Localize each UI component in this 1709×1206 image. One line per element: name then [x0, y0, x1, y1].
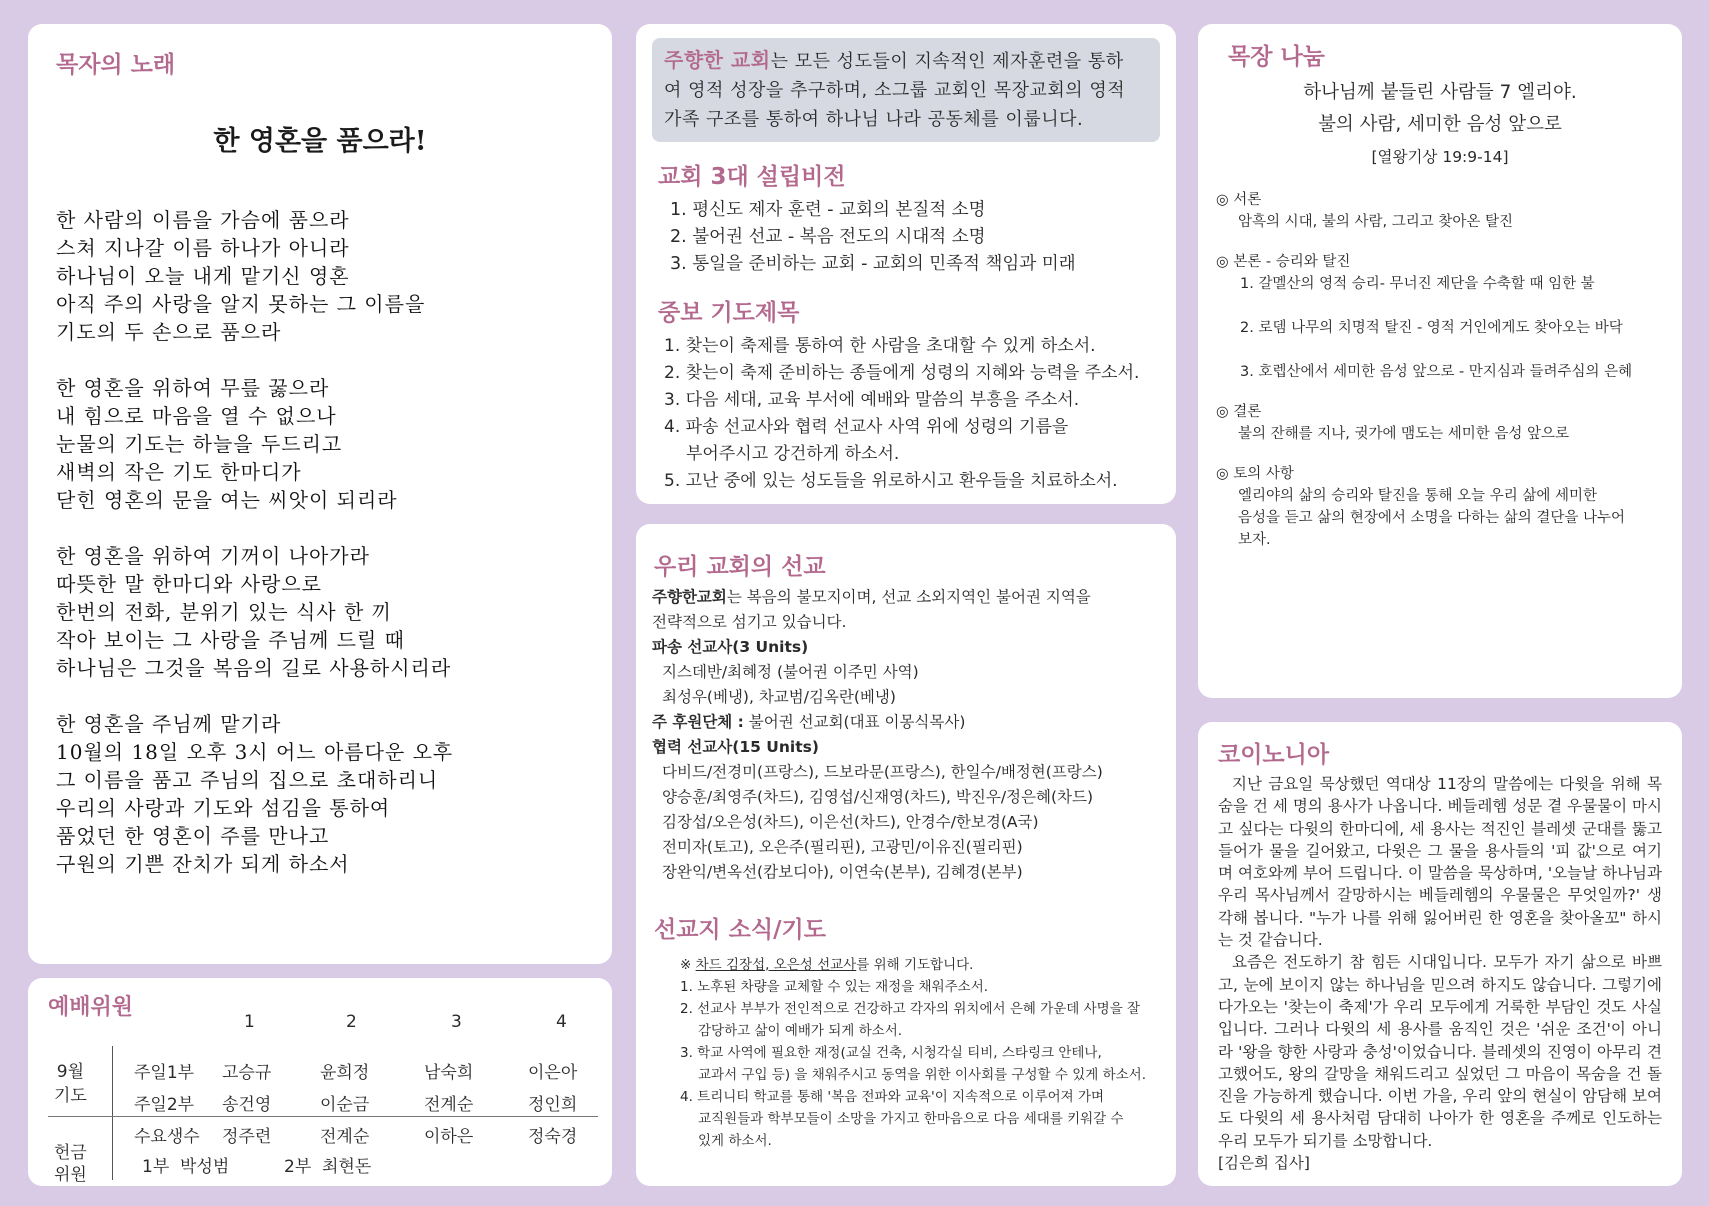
list-item: 감당하고 삶이 예배가 되게 하소서. — [698, 1023, 903, 1039]
committee-panel — [28, 978, 612, 1186]
poem-line: 한 사람의 이름을 가슴에 품으라 — [56, 208, 350, 232]
committee-col-2: 2 — [346, 1012, 357, 1032]
table-cell: 전계순 — [424, 1095, 474, 1115]
table-cell: 이순금 — [320, 1095, 370, 1115]
church-name: 주향한 교회 — [664, 48, 771, 72]
table-cell: 송건영 — [222, 1095, 272, 1115]
divider — [48, 1116, 598, 1117]
poem-title: 한 영혼을 품으라! — [213, 126, 427, 157]
poem-line: 품었던 한 영혼이 주를 만나고 — [56, 824, 330, 848]
list-item: 지스데반/최혜정 (불어권 이주민 사역) — [662, 663, 919, 681]
koinonia-panel — [1198, 722, 1682, 1186]
row-label: 주일2부 — [134, 1095, 195, 1115]
poem-line: 하나님은 그것을 복음의 길로 사용하시리라 — [56, 656, 452, 680]
vision-panel — [636, 24, 1176, 504]
poem-line: 눈물의 기도는 하늘을 두드리고 — [56, 432, 343, 456]
news-list: ※ 차드 김장섭, 오은성 선교사를 위해 기도합니다. 1. 노후된 차량을 교체할 수 있는 재정을 채워주소서. 2. 선교사 부부가 전인적으로 건강하고 각자의 위치에서 은혜 가운데 사명을 잘 감당하고 삶이 예배가 되게 하소서. 3. 학교 사역에 필요한 재정(교실 건축, 시청각실 티비, 스타링크 안테나, 교과서 구입 등) 을 채워주시고 동역을 위한 이사회를 구성할 수 있게 하소서. 4. 트리니티 학교를 통해 '복음 전파와 교육'이 지속적으로 이루어져 가며 교직원들과 학부모들이 소망을 가지고 한마음으로 다음 세대를 키워갈 수 있게 하소서. — [652, 954, 1160, 1152]
list-item: 5. 고난 중에 있는 성도들을 위로하시고 환우들을 치료하소서. — [664, 471, 1118, 491]
poem-line: 내 힘으로 마음을 열 수 없으나 — [56, 404, 337, 428]
poem-line: 아직 주의 사랑을 알지 못하는 그 이름을 — [56, 292, 426, 316]
support-label: 주 후원단체 : — [652, 713, 744, 731]
poem-line: 구원의 기쁜 잔치가 되게 하소서 — [56, 852, 350, 876]
list-item: 다비드/전경미(프랑스), 드보라문(프랑스), 한일수/배정현(프랑스) — [662, 763, 1103, 781]
month-label: 9월 기도 — [54, 1062, 87, 1106]
list-item: 2. 로뎀 나무의 치명적 탈진 - 영적 거인에게도 찾아오는 바닥 — [1240, 320, 1623, 336]
sermon-heading: 목장 나눔 — [1228, 44, 1325, 70]
list-item: 전미자(토고), 오은주(필리핀), 고광민/이유진(필리핀) — [662, 838, 1023, 856]
section-label: ◎ 결론 — [1216, 404, 1262, 420]
offering-1: 1부 박성범 — [142, 1157, 230, 1177]
list-item: 4. 트리니티 학교를 통해 '복음 전파와 교육'이 지속적으로 이루어져 가며 — [680, 1089, 1105, 1105]
partner-label: 협력 선교사(15 Units) — [652, 738, 819, 756]
poem-line: 한 영혼을 주님께 맡기라 — [56, 712, 282, 736]
mission-panel — [636, 524, 1176, 1186]
list-item: 2. 찾는이 축제 준비하는 종들에게 성령의 지혜와 능력을 주소서. — [664, 363, 1140, 383]
poem-stanza — [56, 542, 584, 682]
list-item: 장완익/변옥선(캄보디아), 이연숙(본부), 김혜경(본부) — [662, 863, 1023, 881]
section-label: ◎ 토의 사항 — [1216, 466, 1294, 482]
committee-col-1: 1 — [244, 1012, 255, 1032]
list-item: 3. 다음 세대, 교육 부서에 예배와 말씀의 부흥을 주소서. — [664, 390, 1080, 410]
table-cell: 고승규 — [222, 1063, 272, 1083]
poem-line: 한번의 전화, 분위기 있는 식사 한 끼 — [56, 600, 392, 624]
poem-body — [56, 206, 584, 878]
list-item: 최성우(베냉), 차교범/김옥란(베냉) — [662, 688, 896, 706]
list-item: 3. 학교 사역에 필요한 재정(교실 건축, 시청각실 티비, 스타링크 안테나, — [680, 1045, 1102, 1061]
list-item: 교직원들과 학부모들이 소망을 가지고 한마음으로 다음 세대를 키워갈 수 — [698, 1111, 1124, 1127]
poem-line: 새벽의 작은 기도 한마디가 — [56, 460, 302, 484]
list-item: 2. 불어권 선교 - 복음 전도의 시대적 소명 — [670, 227, 986, 247]
poem-heading: 목자의 노래 — [56, 52, 176, 78]
poem-line: 하나님이 오늘 내게 맡기신 영혼 — [56, 264, 350, 288]
committee-heading: 예배위원 — [48, 995, 134, 1020]
poem-stanza — [56, 710, 584, 878]
mission-heading: 우리 교회의 선교 — [654, 554, 826, 580]
vision-heading: 교회 3대 설립비전 — [658, 164, 846, 190]
list-item: 4. 파송 선교사와 협력 선교사 사역 위에 성령의 기름을 — [664, 417, 1069, 437]
mission-body: 주향한교회는 복음의 불모지이며, 선교 소외지역인 불어권 지역을 전략적으로 섬기고 있습니다. 파송 선교사(3 Units) 지스데반/최혜정 (불어권 이주민 사역) 최성우(베냉), 차교범/김옥란(베냉) 주 후원단체 : 불어권 선교회(대표 이몽식목사) 협력 선교사(15 Units) 다비드/전경미(프랑스), 드보라문(프랑스), 한일수/배정현(프랑스) 양승훈/최영주(차드), 김영섭/신재영(차드), 박진우/정은혜(차드) 김장섭/오은성(차드), 이은선(차드), 안경수/한보경(A국) 전미자(토고), 오은주(필리핀), 고광민/이유진(필리핀) 장완익/변옥선(캄보디아), 이연숙(본부), 김혜경(본부) — [652, 585, 1160, 885]
church-banner: 주향한 교회는 모든 성도들이 지속적인 제자훈련을 통하 여 영적 성장을 추구하며, 소그룹 교회인 목장교회의 영적 가족 구조를 통하여 하나님 나라 공동체를 이룹니다. — [652, 38, 1160, 142]
prayer-heading: 중보 기도제목 — [658, 300, 800, 326]
poem-line: 스쳐 지나갈 이름 하나가 아니라 — [56, 236, 350, 260]
koinonia-heading: 코이노니아 — [1218, 742, 1330, 768]
poem-line: 따뜻한 말 한마디와 사랑으로 — [56, 572, 322, 596]
table-cell: 전계순 — [320, 1127, 370, 1147]
list-item: 양승훈/최영주(차드), 김영섭/신재영(차드), 박진우/정은혜(차드) — [662, 788, 1094, 806]
poem-line: 우리의 사랑과 기도와 섬김을 통하여 — [56, 796, 391, 820]
koinonia-essay — [1218, 773, 1662, 1174]
poem-line: 한 영혼을 위하여 기꺼이 나아가라 — [56, 544, 370, 568]
section-label: ◎ 서론 — [1216, 192, 1262, 208]
vision-list — [670, 197, 1160, 278]
table-cell: 남숙희 — [424, 1063, 474, 1083]
list-item: 3. 호렙산에서 세미한 음성 앞으로 - 만지심과 들려주심의 은혜 — [1240, 364, 1633, 380]
sent-label: 파송 선교사(3 Units) — [652, 638, 809, 656]
table-cell: 정숙경 — [528, 1127, 578, 1147]
poem-line: 한 영혼을 위하여 무릎 꿇으라 — [56, 376, 330, 400]
news-heading: 선교지 소식/기도 — [654, 917, 826, 943]
list-item: 2. 선교사 부부가 전인적으로 건강하고 각자의 위치에서 은혜 가운데 사명을 잘 — [680, 1001, 1141, 1017]
list-item: 1. 노후된 차량을 교체할 수 있는 재정을 채워주소서. — [680, 979, 989, 995]
table-cell: 정주련 — [222, 1127, 272, 1147]
list-item: 1. 평신도 제자 훈련 - 교회의 본질적 소명 — [670, 200, 986, 220]
list-item: 1. 찾는이 축제를 통하여 한 사람을 초대할 수 있게 하소서. — [664, 336, 1096, 356]
paragraph: 요즘은 전도하기 참 힘든 시대입니다. 모두가 자기 삶으로 바쁘고, 눈에 보이지 않는 하나님을 믿으려 하지도 않습니다. 그렇기에 다가오는 '찾는이 축제'가 우리 모두에게 거룩한 부담인 것도 사실입니다. 그러나 다윗의 세 용사를 움직인 것은 '쉬운 조건'이 아니라 '왕을 향한 사랑과 충성'이었습니다. 블레셋의 진영이 아무리 견고했어도, 왕의 갈망을 채워드리고 싶었던 그 마음이 목숨을 건 돌진을 가능하게 했습니다. 이번 가을, 우리 앞의 현실이 암담해 보여도 다윗의 세 용사처럼 담대히 나아가 한 영혼을 주께로 인도하는 우리 모두가 되기를 소망합니다. — [1218, 953, 1662, 1150]
row-label: 주일1부 — [134, 1063, 195, 1083]
table-cell: 이은아 — [528, 1063, 578, 1083]
poem-stanza — [56, 206, 584, 346]
sermon-panel — [1198, 24, 1682, 698]
sermon-outline: ◎ 서론 암흑의 시대, 불의 사람, 그리고 찾아온 탈진 ◎ 본론 - 승리와 탈진 1. 갈멜산의 영적 승리- 무너진 제단을 수축할 때 임한 불 2. 로뎀 나무의 치명적 탈진 - 영적 거인에게도 찾아오는 바닥 3. 호렙산에서 세미한 음성 앞으로 - 만지심과 들려주심의 은혜 ◎ 결론 불의 잔해를 지나, 귓가에 맴도는 세미한 음성 앞으로 ◎ 토의 사항 엘리야의 삶의 승리와 탈진을 통해 오늘 우리 삶에 세미한 음성을 듣고 삶의 현장에서 소명을 다하는 삶의 결단을 나누어 보자. — [1216, 189, 1664, 551]
list-item: 3. 통일을 준비하는 교회 - 교회의 민족적 책임과 미래 — [670, 254, 1076, 274]
prayer-list — [664, 333, 1160, 495]
list-item: 교과서 구입 등) 을 채워주시고 동역을 위한 이사회를 구성할 수 있게 하소서. — [698, 1067, 1146, 1083]
table-cell: 윤희정 — [320, 1063, 370, 1083]
list-item: 1. 갈멜산의 영적 승리- 무너진 제단을 수축할 때 임한 불 — [1240, 276, 1595, 292]
author: [김은희 집사] — [1218, 1154, 1310, 1173]
committee-col-3: 3 — [451, 1012, 462, 1032]
row-label: 수요생수 — [134, 1127, 200, 1147]
section-label: ◎ 본론 - 승리와 탈진 — [1216, 254, 1351, 270]
poem-stanza — [56, 374, 584, 514]
scripture-ref: [열왕기상 19:9-14] — [1371, 148, 1509, 166]
divider — [112, 1134, 113, 1180]
table-cell: 정인희 — [528, 1095, 578, 1115]
sermon-title: 하나님께 붙들린 사람들 7 엘리야. 불의 사람, 세미한 음성 앞으로 [열왕기상 19:9-14] — [1216, 77, 1664, 173]
offering-label: 헌금 위원 — [54, 1143, 87, 1185]
poem-line: 닫힌 영혼의 문을 여는 씨앗이 되리라 — [56, 488, 398, 512]
poem-line: 작아 보이는 그 사랑을 주님께 드릴 때 — [56, 628, 405, 652]
church-name: 주향한교회 — [652, 588, 727, 606]
poem-panel — [28, 24, 612, 964]
committee-col-4: 4 — [556, 1012, 567, 1032]
poem-line: 그 이름을 품고 주님의 집으로 초대하리니 — [56, 768, 439, 792]
poem-line: 기도의 두 손으로 품으라 — [56, 320, 282, 344]
list-item: 있게 하소서. — [698, 1133, 772, 1149]
list-item: 부어주시고 강건하게 하소서. — [686, 444, 900, 464]
table-cell: 이하은 — [424, 1127, 474, 1147]
offering-2: 2부 최현돈 — [284, 1157, 372, 1177]
list-item: 김장섭/오은성(차드), 이은선(차드), 안경수/한보경(A국) — [662, 813, 1039, 831]
poem-line: 10월의 18일 오후 3시 어느 아름다운 오후 — [56, 740, 454, 764]
paragraph: 지난 금요일 묵상했던 역대상 11장의 말씀에는 다윗을 위해 목숨을 건 세 명의 용사가 나옵니다. 베들레헴 성문 곁 우물물이 마시고 싶다는 다윗의 한마디에, 세 용사는 적진인 블레셋 군대를 뚫고 들어가 물을 길어왔고, 다윗은 그 물을 용사들의 '피 값'으로 여기며 여호와께 부어 드립니다. 이 말씀을 묵상하며, '오늘날 하나님과 우리 목사님께서 갈망하시는 베들레헴의 우물물은 무엇일까?' 생각해 봅니다. "누가 나를 위해 잃어버린 한 영혼을 찾아올꼬" 하시는 것 같습니다. — [1218, 775, 1662, 950]
